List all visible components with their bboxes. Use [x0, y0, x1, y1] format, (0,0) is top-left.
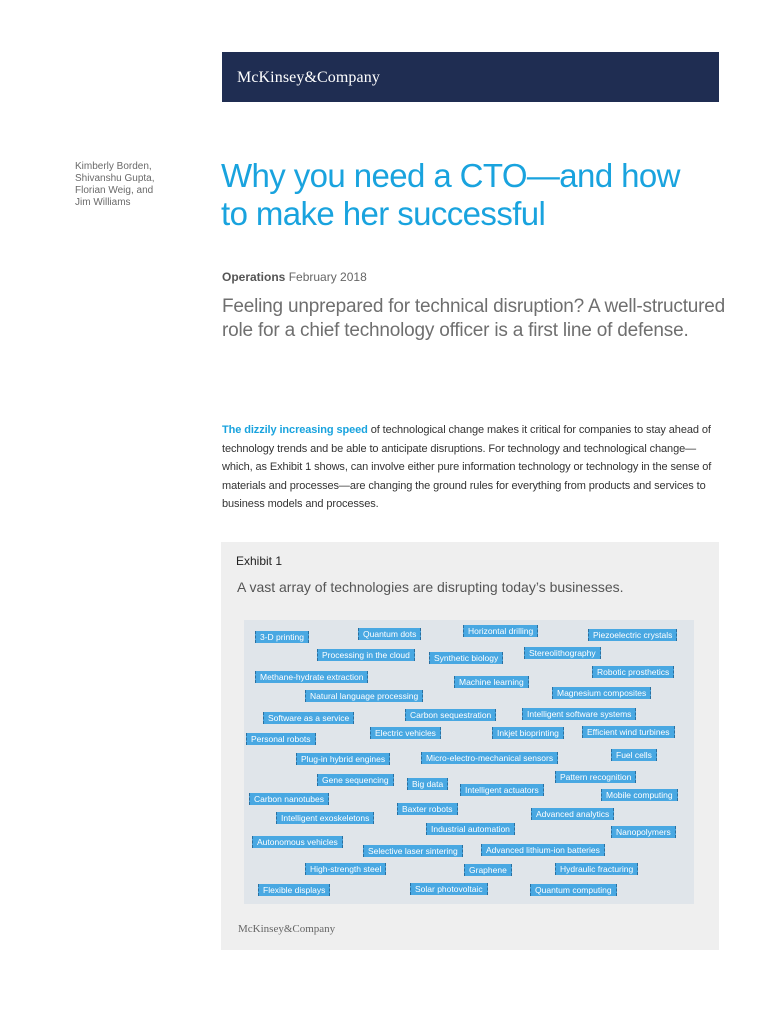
technology-tag: Micro-electro-mechanical sensors — [421, 752, 558, 764]
technology-tag: Gene sequencing — [317, 774, 394, 786]
technology-tag: Synthetic biology — [429, 652, 503, 664]
technology-tag: Intelligent software systems — [522, 708, 636, 720]
technology-tag: Baxter robots — [397, 803, 458, 815]
article-category: Operations — [222, 270, 286, 284]
technology-tag: Machine learning — [454, 676, 529, 688]
technology-tag: Personal robots — [246, 733, 316, 745]
technology-tag: Quantum computing — [530, 884, 617, 896]
article-title: Why you need a CTO—and how to make her successful — [221, 157, 680, 232]
author-list — [75, 161, 175, 209]
exhibit-panel — [221, 542, 719, 950]
technology-tag: Advanced analytics — [531, 808, 614, 820]
brand-header — [222, 52, 719, 102]
technology-tag: Carbon sequestration — [405, 709, 496, 721]
technology-tag: Magnesium composites — [552, 687, 651, 699]
technology-tag: Electric vehicles — [370, 727, 441, 739]
technology-tag: Carbon nanotubes — [249, 793, 329, 805]
article-dek: Feeling unprepared for technical disruption? A well-structured role for a chief technology officer is a first line of defense. — [222, 296, 726, 341]
article-meta — [222, 270, 367, 284]
author: Florian Weig, and — [75, 185, 154, 196]
technology-tag: Processing in the cloud — [317, 649, 415, 661]
technology-tag: Natural language processing — [305, 690, 423, 702]
technology-tag: Graphene — [464, 864, 512, 876]
technology-tag: Plug-in hybrid engines — [296, 753, 390, 765]
article-date: February 2018 — [288, 270, 367, 284]
technology-tag: Quantum dots — [358, 628, 421, 640]
exhibit-label: Exhibit 1 — [236, 554, 283, 568]
technology-tag: Intelligent actuators — [460, 784, 544, 796]
author: Kimberly Borden, — [75, 161, 152, 172]
technology-tag: Advanced lithium-ion batteries — [481, 844, 605, 856]
technology-tag: Nanopolymers — [611, 826, 676, 838]
technology-tag: Autonomous vehicles — [252, 836, 343, 848]
technology-tag: Selective laser sintering — [363, 845, 463, 857]
exhibit-title: A vast array of technologies are disrupting today’s businesses. — [237, 579, 624, 595]
technology-tag: Horizontal drilling — [463, 625, 538, 637]
technology-tag: Stereolithography — [524, 647, 601, 659]
technology-tag: High-strength steel — [305, 863, 386, 875]
technology-tag: Hydraulic fracturing — [555, 863, 638, 875]
technology-tag: Software as a service — [263, 712, 354, 724]
technology-tag: Methane-hydrate extraction — [255, 671, 368, 683]
author: Jim Williams — [75, 197, 131, 208]
technology-tag: Intelligent exoskeletons — [276, 812, 374, 824]
body-text: of technological change makes it critical for companies to stay ahead of technology trends and be able to anticipate disruptions. For technology and technological change—which, as Exhibit 1 shows, can involve either pure information technology or technology in the sense of materials and processes—are changing the ground rules for everything from products and services to business models and processes. — [222, 424, 712, 510]
technology-tag: Mobile computing — [601, 789, 678, 801]
technology-tag: Big data — [407, 778, 448, 790]
technology-tag: Industrial automation — [426, 823, 515, 835]
technology-tag: Fuel cells — [611, 749, 657, 761]
technology-tag: Efficient wind turbines — [582, 726, 675, 738]
technology-tag: 3-D printing — [255, 631, 309, 643]
technology-tag: Flexible displays — [258, 884, 330, 896]
technology-tag: Pattern recognition — [555, 771, 636, 783]
author: Shivanshu Gupta, — [75, 173, 155, 184]
technology-tag: Solar photovoltaic — [410, 883, 488, 895]
technology-tag-cloud — [244, 620, 694, 904]
body-highlight-link[interactable]: The dizzily increasing speed — [222, 424, 368, 436]
body-paragraph — [222, 421, 717, 514]
exhibit-source-logo: McKinsey&Company — [238, 923, 336, 935]
technology-tag: Robotic prosthetics — [592, 666, 674, 678]
brand-logo: McKinsey&Company — [237, 69, 380, 86]
technology-tag: Piezoelectric crystals — [588, 629, 677, 641]
technology-tag: Inkjet bioprinting — [492, 727, 564, 739]
